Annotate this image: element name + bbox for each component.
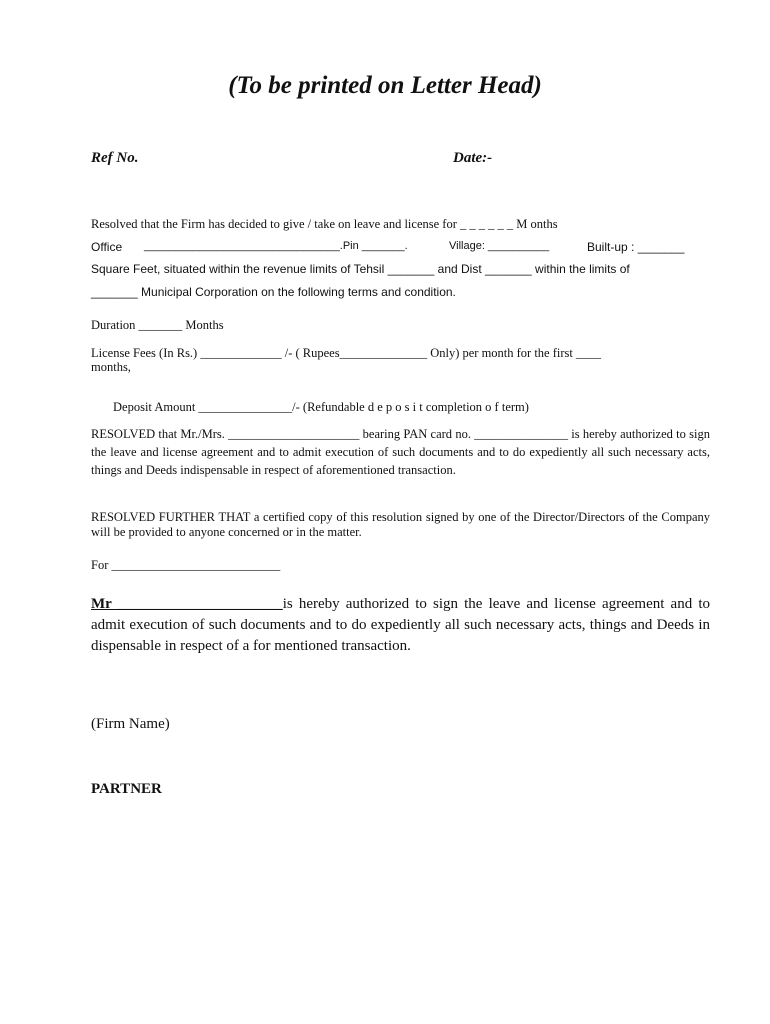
- page-title: (To be printed on Letter Head): [228, 72, 542, 99]
- mr-label: Mr ______________________: [91, 596, 283, 612]
- date-label: Date:-: [453, 150, 493, 166]
- office-label: Office: [91, 240, 123, 254]
- resolved-further-paragraph: RESOLVED FURTHER THAT a certified copy of this resolution signed by one of the Director/Directors of the Company will be provided to anyone concerned or in the matter.: [91, 510, 710, 539]
- resolution-line-3: Square Feet, situated within the revenue limits of Tehsil _______ and Dist _______ within the limits of: [91, 262, 630, 276]
- ref-no-label: Ref No.: [91, 150, 139, 166]
- office-blank: ________________________________.Pin _______.: [144, 240, 408, 252]
- license-fees-line-1: License Fees (In Rs.) _____________ /- ( Rupees______________ Only) per month for the first ____: [91, 346, 601, 360]
- village-label: Village: __________: [449, 240, 550, 252]
- resolution-line-4: _______ Municipal Corporation on the following terms and condition.: [91, 285, 456, 299]
- deposit-line: Deposit Amount _______________/- (Refundable d e p o s i t completion o f term): [113, 400, 529, 414]
- firm-name: (Firm Name): [91, 716, 170, 732]
- resolution-line-1: Resolved that the Firm has decided to give / take on leave and license for _ _ _ _ _ _ M onths: [91, 217, 558, 231]
- partner-label: PARTNER: [91, 781, 162, 797]
- authorization-text: is hereby authorized to sign the leave and license agreement and to admit execution of such documents and to do expediently all such necessary acts, things and Deeds in dispensable in respect of a for mentioned transaction.: [91, 596, 710, 654]
- authorization-paragraph: [91, 594, 710, 657]
- builtup-label: Built-up : _______: [587, 240, 685, 254]
- duration-line: Duration _______ Months: [91, 318, 224, 332]
- for-line: For ___________________________: [91, 558, 281, 572]
- license-fees-line-2: months,: [91, 360, 131, 374]
- resolved-paragraph: RESOLVED that Mr./Mrs. _____________________ bearing PAN card no. _______________ is hereby authorized to sign the leave and license agreement and to admit execution of such documents and to do expediently all such necessary acts, things and Deeds indispensable in respect of aforementioned transaction.: [91, 427, 710, 477]
